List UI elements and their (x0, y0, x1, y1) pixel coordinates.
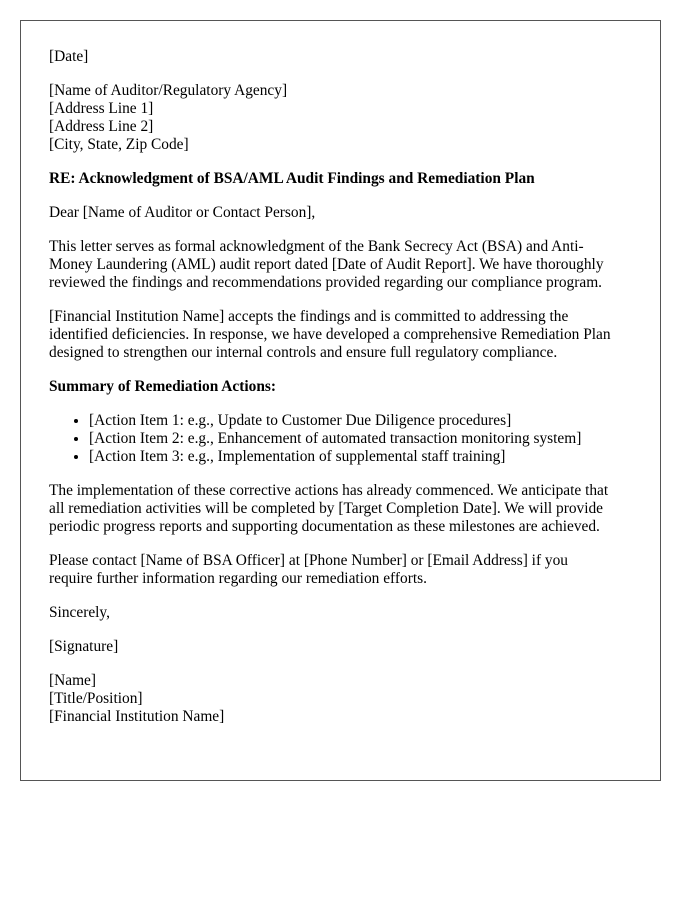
action-list (49, 412, 632, 466)
paragraph-line: all remediation activities will be completed by [Target Completion Date]. We will provide (49, 500, 604, 517)
paragraph-implementation (49, 482, 632, 536)
recipient-address-line-1: [Address Line 1] (49, 100, 154, 117)
letter-page (20, 20, 661, 781)
letter-date: [Date] (49, 48, 89, 65)
recipient-name: [Name of Auditor/Regulatory Agency] (49, 82, 288, 99)
signer-institution: [Financial Institution Name] (49, 708, 225, 725)
paragraph-line: The implementation of these corrective actions has already commenced. We anticipate that (49, 482, 609, 499)
signer-block (49, 672, 632, 726)
paragraph-line: [Financial Institution Name] accepts the findings and is committed to addressing the (49, 308, 569, 325)
paragraph-acknowledgment (49, 238, 632, 292)
signer-name: [Name] (49, 672, 96, 689)
paragraph-line: periodic progress reports and supporting documentation as these milestones are achieved. (49, 518, 600, 535)
paragraph-line: identified deficiencies. In response, we have developed a comprehensive Remediation Plan (49, 326, 611, 343)
action-item: • [Action Item 3: e.g., Implementation of supplemental staff training] (89, 448, 632, 466)
action-item: • [Action Item 2: e.g., Enhancement of automated transaction monitoring system] (89, 430, 632, 448)
paragraph-line: Please contact [Name of BSA Officer] at [Phone Number] or [Email Address] if you (49, 552, 569, 569)
recipient-city-state-zip: [City, State, Zip Code] (49, 136, 189, 153)
salutation: Dear [Name of Auditor or Contact Person], (49, 204, 316, 221)
subject-line: RE: Acknowledgment of BSA/AML Audit Findings and Remediation Plan (49, 170, 535, 187)
paragraph-commitment (49, 308, 632, 362)
closing: Sincerely, (49, 604, 110, 621)
paragraph-line: require further information regarding our remediation efforts. (49, 570, 427, 587)
action-item: • [Action Item 1: e.g., Update to Customer Due Diligence procedures] (89, 412, 632, 430)
paragraph-line: Money Laundering (AML) audit report dated [Date of Audit Report]. We have thoroughly (49, 256, 604, 273)
summary-heading: Summary of Remediation Actions: (49, 378, 276, 395)
signature-placeholder: [Signature] (49, 638, 119, 655)
signer-title: [Title/Position] (49, 690, 143, 707)
recipient-address-line-2: [Address Line 2] (49, 118, 154, 135)
recipient-address (49, 82, 632, 154)
paragraph-line: reviewed the findings and recommendations provided regarding our compliance program. (49, 274, 603, 291)
paragraph-contact (49, 552, 632, 588)
paragraph-line: designed to strengthen our internal controls and ensure full regulatory compliance. (49, 344, 558, 361)
paragraph-line: This letter serves as formal acknowledgment of the Bank Secrecy Act (BSA) and Anti- (49, 238, 584, 255)
